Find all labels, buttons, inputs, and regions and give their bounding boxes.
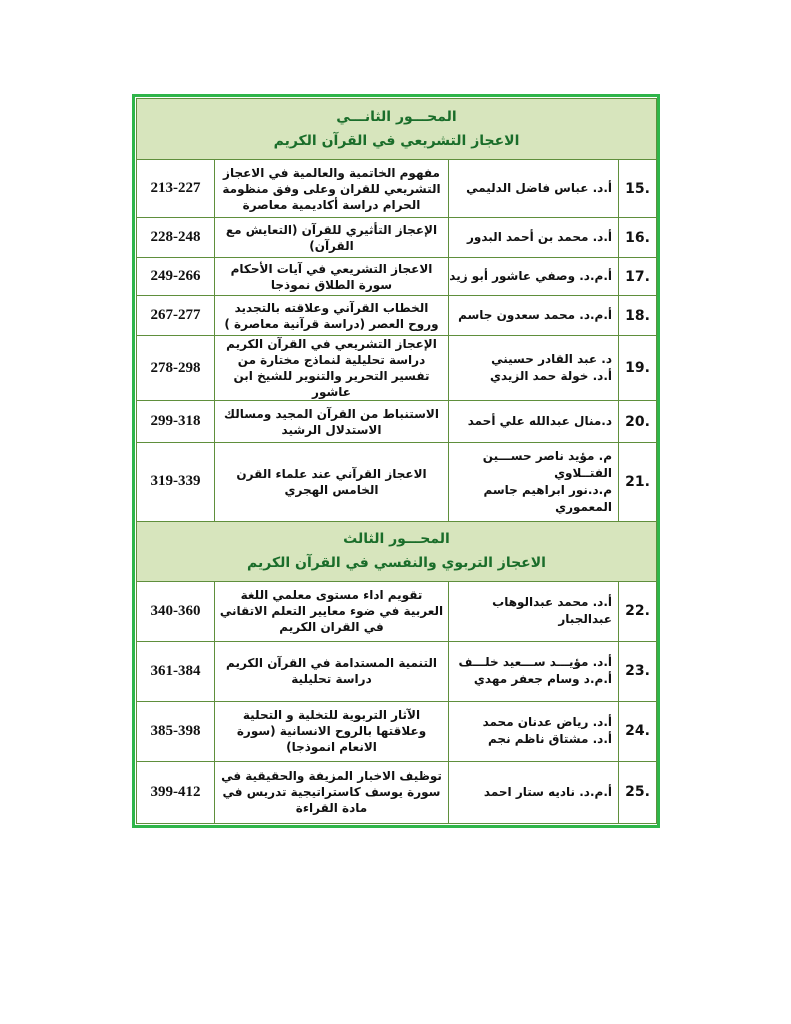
entry-title: الآثار التربوية للتخلية و التحلية وعلاقتها بالروح الانسانية (سورة الانعام انموذجا) bbox=[215, 701, 449, 761]
author-name: د. عبد القادر حسيني bbox=[491, 352, 612, 367]
entry-pages: 213-227 bbox=[137, 160, 215, 218]
table-row bbox=[137, 160, 657, 218]
entry-pages: 385-398 bbox=[137, 701, 215, 761]
author-name: أ.د. رياض عدنان محمد bbox=[482, 715, 612, 730]
author-name: أ.م.د. ناديه ستار احمد bbox=[483, 784, 612, 799]
author-name: أ.م.د. وصفي عاشور أبو زيد bbox=[449, 269, 612, 284]
entry-pages: 278-298 bbox=[137, 336, 215, 401]
entry-title: تقويم اداء مستوى معلمي اللغة العربية في ضوء معايير التعلم الاتقاني في القران الكريم bbox=[215, 581, 449, 641]
table-row bbox=[137, 296, 657, 336]
table-row bbox=[137, 701, 657, 761]
entry-pages: 249-266 bbox=[137, 258, 215, 296]
section-header-row bbox=[137, 99, 657, 160]
author-name: م.د.نور ابراهيم جاسم المعموري bbox=[483, 482, 612, 514]
entry-number: 20. bbox=[619, 401, 657, 443]
entry-number: 21. bbox=[619, 443, 657, 521]
entry-number: 17. bbox=[619, 258, 657, 296]
entry-title: الاستنباط من القرآن المجيد ومسالك الاستدلال الرشيد bbox=[215, 401, 449, 443]
entry-title: الاعجاز القرآني عند علماء القرن الخامس الهجري bbox=[215, 443, 449, 521]
entry-pages: 399-412 bbox=[137, 761, 215, 823]
author-name: أ.م.د. محمد سعدون جاسم bbox=[458, 308, 612, 323]
entry-number: 19. bbox=[619, 336, 657, 401]
entry-number: 24. bbox=[619, 701, 657, 761]
entry-number: 22. bbox=[619, 581, 657, 641]
entry-authors bbox=[449, 336, 619, 401]
section-header bbox=[137, 99, 657, 160]
table-row bbox=[137, 258, 657, 296]
table-row bbox=[137, 641, 657, 701]
entry-authors bbox=[449, 761, 619, 823]
entry-authors bbox=[449, 218, 619, 258]
author-name: أ.د. محمد بن أحمد البدور bbox=[466, 230, 612, 245]
entry-authors bbox=[449, 401, 619, 443]
author-name: أ.د. خولة حمد الزيدي bbox=[489, 369, 612, 384]
section-subheading: الاعجاز التشريعي في القرآن الكريم bbox=[273, 133, 520, 150]
table-row bbox=[137, 443, 657, 521]
author-name: أ.د. عباس فاضل الدليمي bbox=[466, 181, 612, 196]
entry-number: 23. bbox=[619, 641, 657, 701]
entry-authors bbox=[449, 296, 619, 336]
table-row bbox=[137, 761, 657, 823]
entry-title: مفهوم الخاتمية والعالمية في الاعجاز التشريعي للقران وعلى وفق منظومة الحرام دراسة أكاديمية معاصرة bbox=[215, 160, 449, 218]
author-name: أ.م.د وسام جعفر مهدي bbox=[473, 672, 612, 687]
entry-title: الخطاب القرآني وعلاقته بالتجديد وروح العصر (دراسة قرآنية معاصرة ) bbox=[215, 296, 449, 336]
entry-pages: 267-277 bbox=[137, 296, 215, 336]
section-heading: المحـــور الثالث bbox=[343, 531, 450, 548]
section-header-row bbox=[137, 521, 657, 581]
entry-title: الإعجاز التشريعي في القرآن الكريم دراسة تحليلية لنماذج مختارة من تفسير التحرير والتنوير للشيخ ابن عاشور bbox=[215, 336, 449, 401]
entry-number: 25. bbox=[619, 761, 657, 823]
entry-number: 18. bbox=[619, 296, 657, 336]
table-row bbox=[137, 581, 657, 641]
author-name: د.منال عبدالله علي أحمد bbox=[467, 414, 612, 429]
entry-authors bbox=[449, 258, 619, 296]
table-row bbox=[137, 401, 657, 443]
section-subheading: الاعجاز التربوي والنفسي في القرآن الكريم bbox=[247, 555, 546, 572]
section-heading: المحـــور الثانـــي bbox=[336, 109, 457, 126]
table-row bbox=[137, 336, 657, 401]
entry-authors bbox=[449, 581, 619, 641]
author-name: أ.د. محمد عبدالوهاب عبدالجبار bbox=[492, 595, 612, 627]
entry-authors bbox=[449, 641, 619, 701]
entry-authors bbox=[449, 701, 619, 761]
author-name: أ.د. مشتاق ناظم نجم bbox=[488, 732, 612, 747]
section-header bbox=[137, 521, 657, 581]
entry-title: الإعجاز التأثيري للقرآن (التعايش مع القرآن) bbox=[215, 218, 449, 258]
author-name: م. مؤيد ناصر حســـين الفتــلاوي bbox=[482, 448, 612, 480]
entry-pages: 228-248 bbox=[137, 218, 215, 258]
entry-authors bbox=[449, 443, 619, 521]
entry-pages: 340-360 bbox=[137, 581, 215, 641]
contents-table bbox=[136, 98, 657, 824]
entry-title: الاعجاز التشريعي في آيات الأحكام سورة الطلاق نموذجا bbox=[215, 258, 449, 296]
table-row bbox=[137, 218, 657, 258]
entry-pages: 299-318 bbox=[137, 401, 215, 443]
author-name: أ.د. مؤيـــد ســـعيد خلـــف bbox=[458, 655, 612, 670]
entry-title: التنمية المستدامة في القرآن الكريم دراسة تحليلية bbox=[215, 641, 449, 701]
entry-pages: 361-384 bbox=[137, 641, 215, 701]
entry-pages: 319-339 bbox=[137, 443, 215, 521]
entry-number: 15. bbox=[619, 160, 657, 218]
entry-number: 16. bbox=[619, 218, 657, 258]
entry-authors bbox=[449, 160, 619, 218]
entry-title: توظيف الاخبار المزيفة والحقيقية في سورة يوسف كاستراتيجية تدريس في مادة القراءة bbox=[215, 761, 449, 823]
